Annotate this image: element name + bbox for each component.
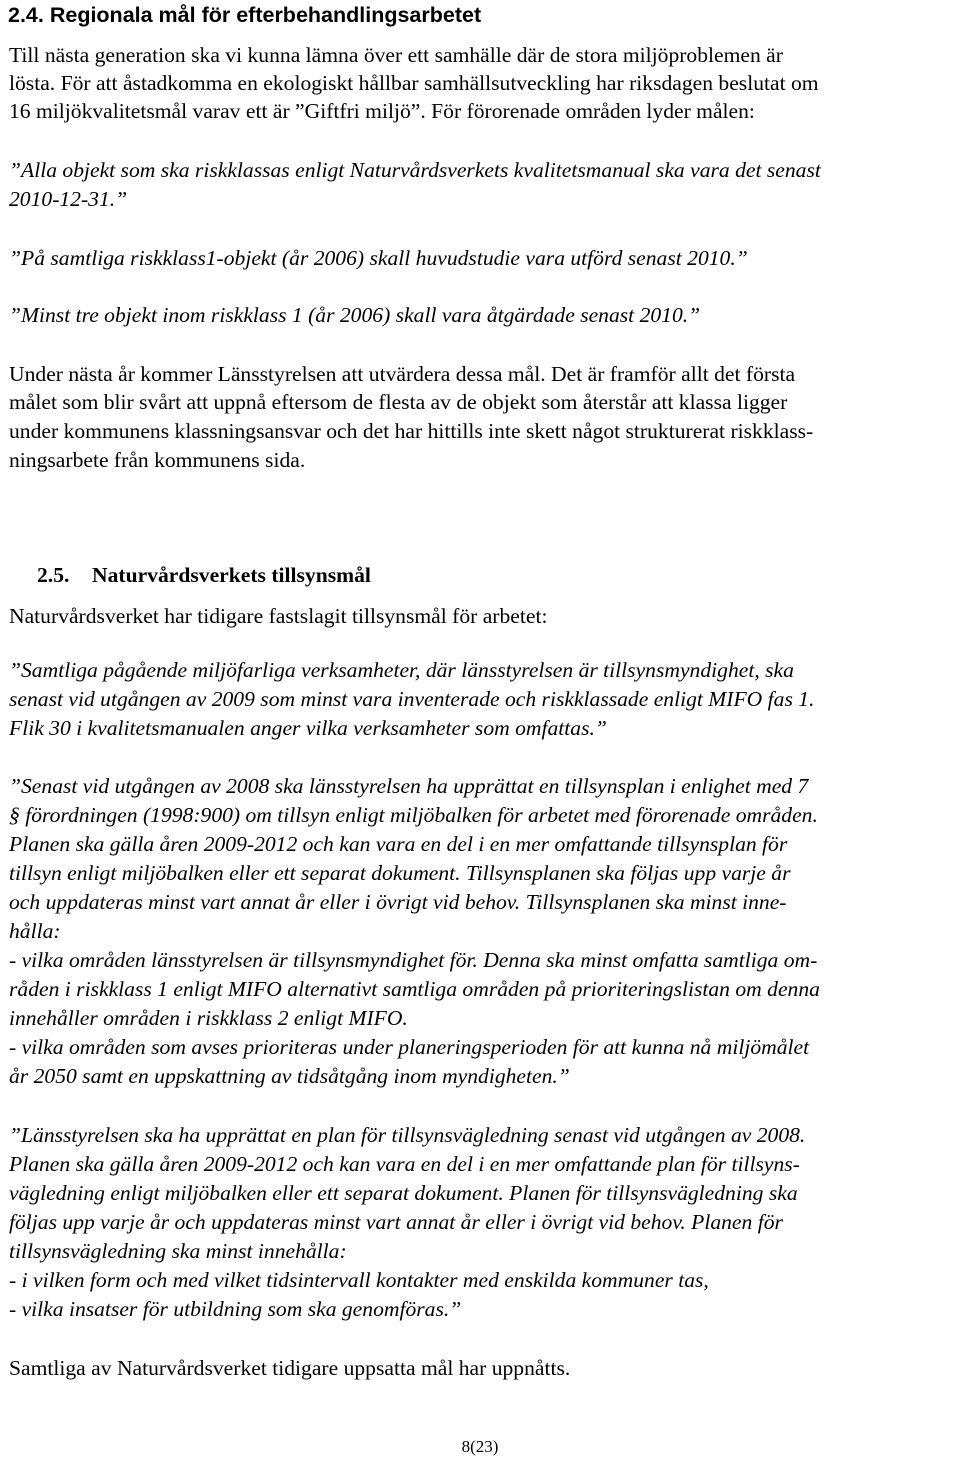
intro-line: lösta. För att åstadkomma en ekologiskt hållbar samhällsutveckling har riksdagen beslutat om bbox=[9, 71, 819, 95]
goal-quote-line: år 2050 samt en uppskattning av tidsåtgång inom myndigheten.” bbox=[9, 1064, 570, 1088]
goal-quote-line: Planen ska gälla åren 2009-2012 och kan vara en del i en mer omfattande plan för tillsyns- bbox=[9, 1152, 800, 1176]
goal-quote-line: - vilka insatser för utbildning som ska genomföras.” bbox=[9, 1297, 462, 1321]
goal-quote-line: följas upp varje år och uppdateras minst vart annat år eller i övrigt vid behov. Planen för bbox=[9, 1210, 783, 1234]
evaluation-line: ningsarbete från kommunens sida. bbox=[9, 448, 306, 472]
section-heading-2-5: Naturvårdsverkets tillsynsmål bbox=[92, 563, 371, 587]
evaluation-line: under kommunens klassningsansvar och det har hittills inte skett något strukturerat riskklass- bbox=[9, 419, 814, 443]
goal-quote-line: tillsynsvägledning ska minst innehålla: bbox=[9, 1239, 347, 1263]
goal-quote: ”På samtliga riskklass1-objekt (år 2006) skall huvudstudie vara utförd senast 2010.” bbox=[9, 246, 748, 270]
goal-quote-line: ”Senast vid utgången av 2008 ska länsstyrelsen ha upprättat en tillsynsplan i enlighet med 7 bbox=[9, 774, 809, 798]
goal-quote-line: senast vid utgången av 2009 som minst vara inventerade och riskklassade enligt MIFO fas 1. bbox=[9, 687, 815, 711]
goal-quote-line: § förordningen (1998:900) om tillsyn enligt miljöbalken för arbetet med förorenade områden. bbox=[9, 803, 818, 827]
goal-quote-line: hålla: bbox=[9, 919, 61, 943]
goal-quote-line: tillsyn enligt miljöbalken eller ett separat dokument. Tillsynsplanen ska följas upp varje år bbox=[9, 861, 791, 885]
section-heading-number-2-5: 2.5. bbox=[37, 563, 70, 587]
conclusion: Samtliga av Naturvårdsverket tidigare uppsatta mål har uppnåtts. bbox=[9, 1356, 571, 1380]
goal-quote-line: Planen ska gälla åren 2009-2012 och kan vara en del i en mer omfattande tillsynsplan för bbox=[9, 832, 788, 856]
intro-line: Till nästa generation ska vi kunna lämna över ett samhälle där de stora miljöproblemen är bbox=[9, 43, 783, 67]
goal-quote-line: - vilka områden länsstyrelsen är tillsynsmyndighet för. Denna ska minst omfatta samtliga om- bbox=[9, 948, 818, 972]
goal-quote-line: vägledning enligt miljöbalken eller ett separat dokument. Planen för tillsynsvägledning ska bbox=[9, 1181, 798, 1205]
goal-quote-line: Flik 30 i kvalitetsmanualen anger vilka verksamheter som omfattas.” bbox=[9, 716, 607, 740]
goal-quote-line: ”Alla objekt som ska riskklassas enligt Naturvårdsverkets kvalitetsmanual ska vara det senast bbox=[9, 158, 821, 182]
goal-quote-line: - i vilken form och med vilket tidsintervall kontakter med enskilda kommuner tas, bbox=[9, 1268, 709, 1292]
goal-quote-line: och uppdateras minst vart annat år eller i övrigt vid behov. Tillsynsplanen ska minst inne- bbox=[9, 890, 787, 914]
goal-quote-line: - vilka områden som avses prioriteras under planeringsperioden för att kunna nå miljömålet bbox=[9, 1035, 810, 1059]
goal-quote-line: ”Länsstyrelsen ska ha upprättat en plan för tillsynsvägledning senast vid utgången av 2008. bbox=[9, 1123, 806, 1147]
section-heading-2-4: 2.4. Regionala mål för efterbehandlingsarbetet bbox=[8, 3, 482, 27]
section-intro: Naturvårdsverket har tidigare fastslagit tillsynsmål för arbetet: bbox=[9, 604, 548, 628]
goal-quote-line: råden i riskklass 1 enligt MIFO alternativt samtliga områden på prioriteringslistan om denna bbox=[9, 977, 820, 1001]
goal-quote: ”Minst tre objekt inom riskklass 1 (år 2006) skall vara åtgärdade senast 2010.” bbox=[9, 303, 701, 327]
evaluation-line: Under nästa år kommer Länsstyrelsen att utvärdera dessa mål. Det är framför allt det första bbox=[9, 362, 796, 386]
evaluation-line: målet som blir svårt att uppnå eftersom de flesta av de objekt som återstår att klassa ligger bbox=[9, 390, 788, 414]
goal-quote-line: ”Samtliga pågående miljöfarliga verksamheter, där länsstyrelsen är tillsynsmyndighet, ska bbox=[9, 658, 794, 682]
page-number: 8(23) bbox=[461, 1437, 499, 1456]
intro-line: 16 miljökvalitetsmål varav ett är ”Giftfri miljö”. För förorenade områden lyder målen: bbox=[9, 99, 755, 123]
goal-quote-line: innehåller områden i riskklass 2 enligt MIFO. bbox=[9, 1006, 408, 1030]
goal-quote-line: 2010-12-31.” bbox=[9, 187, 128, 211]
